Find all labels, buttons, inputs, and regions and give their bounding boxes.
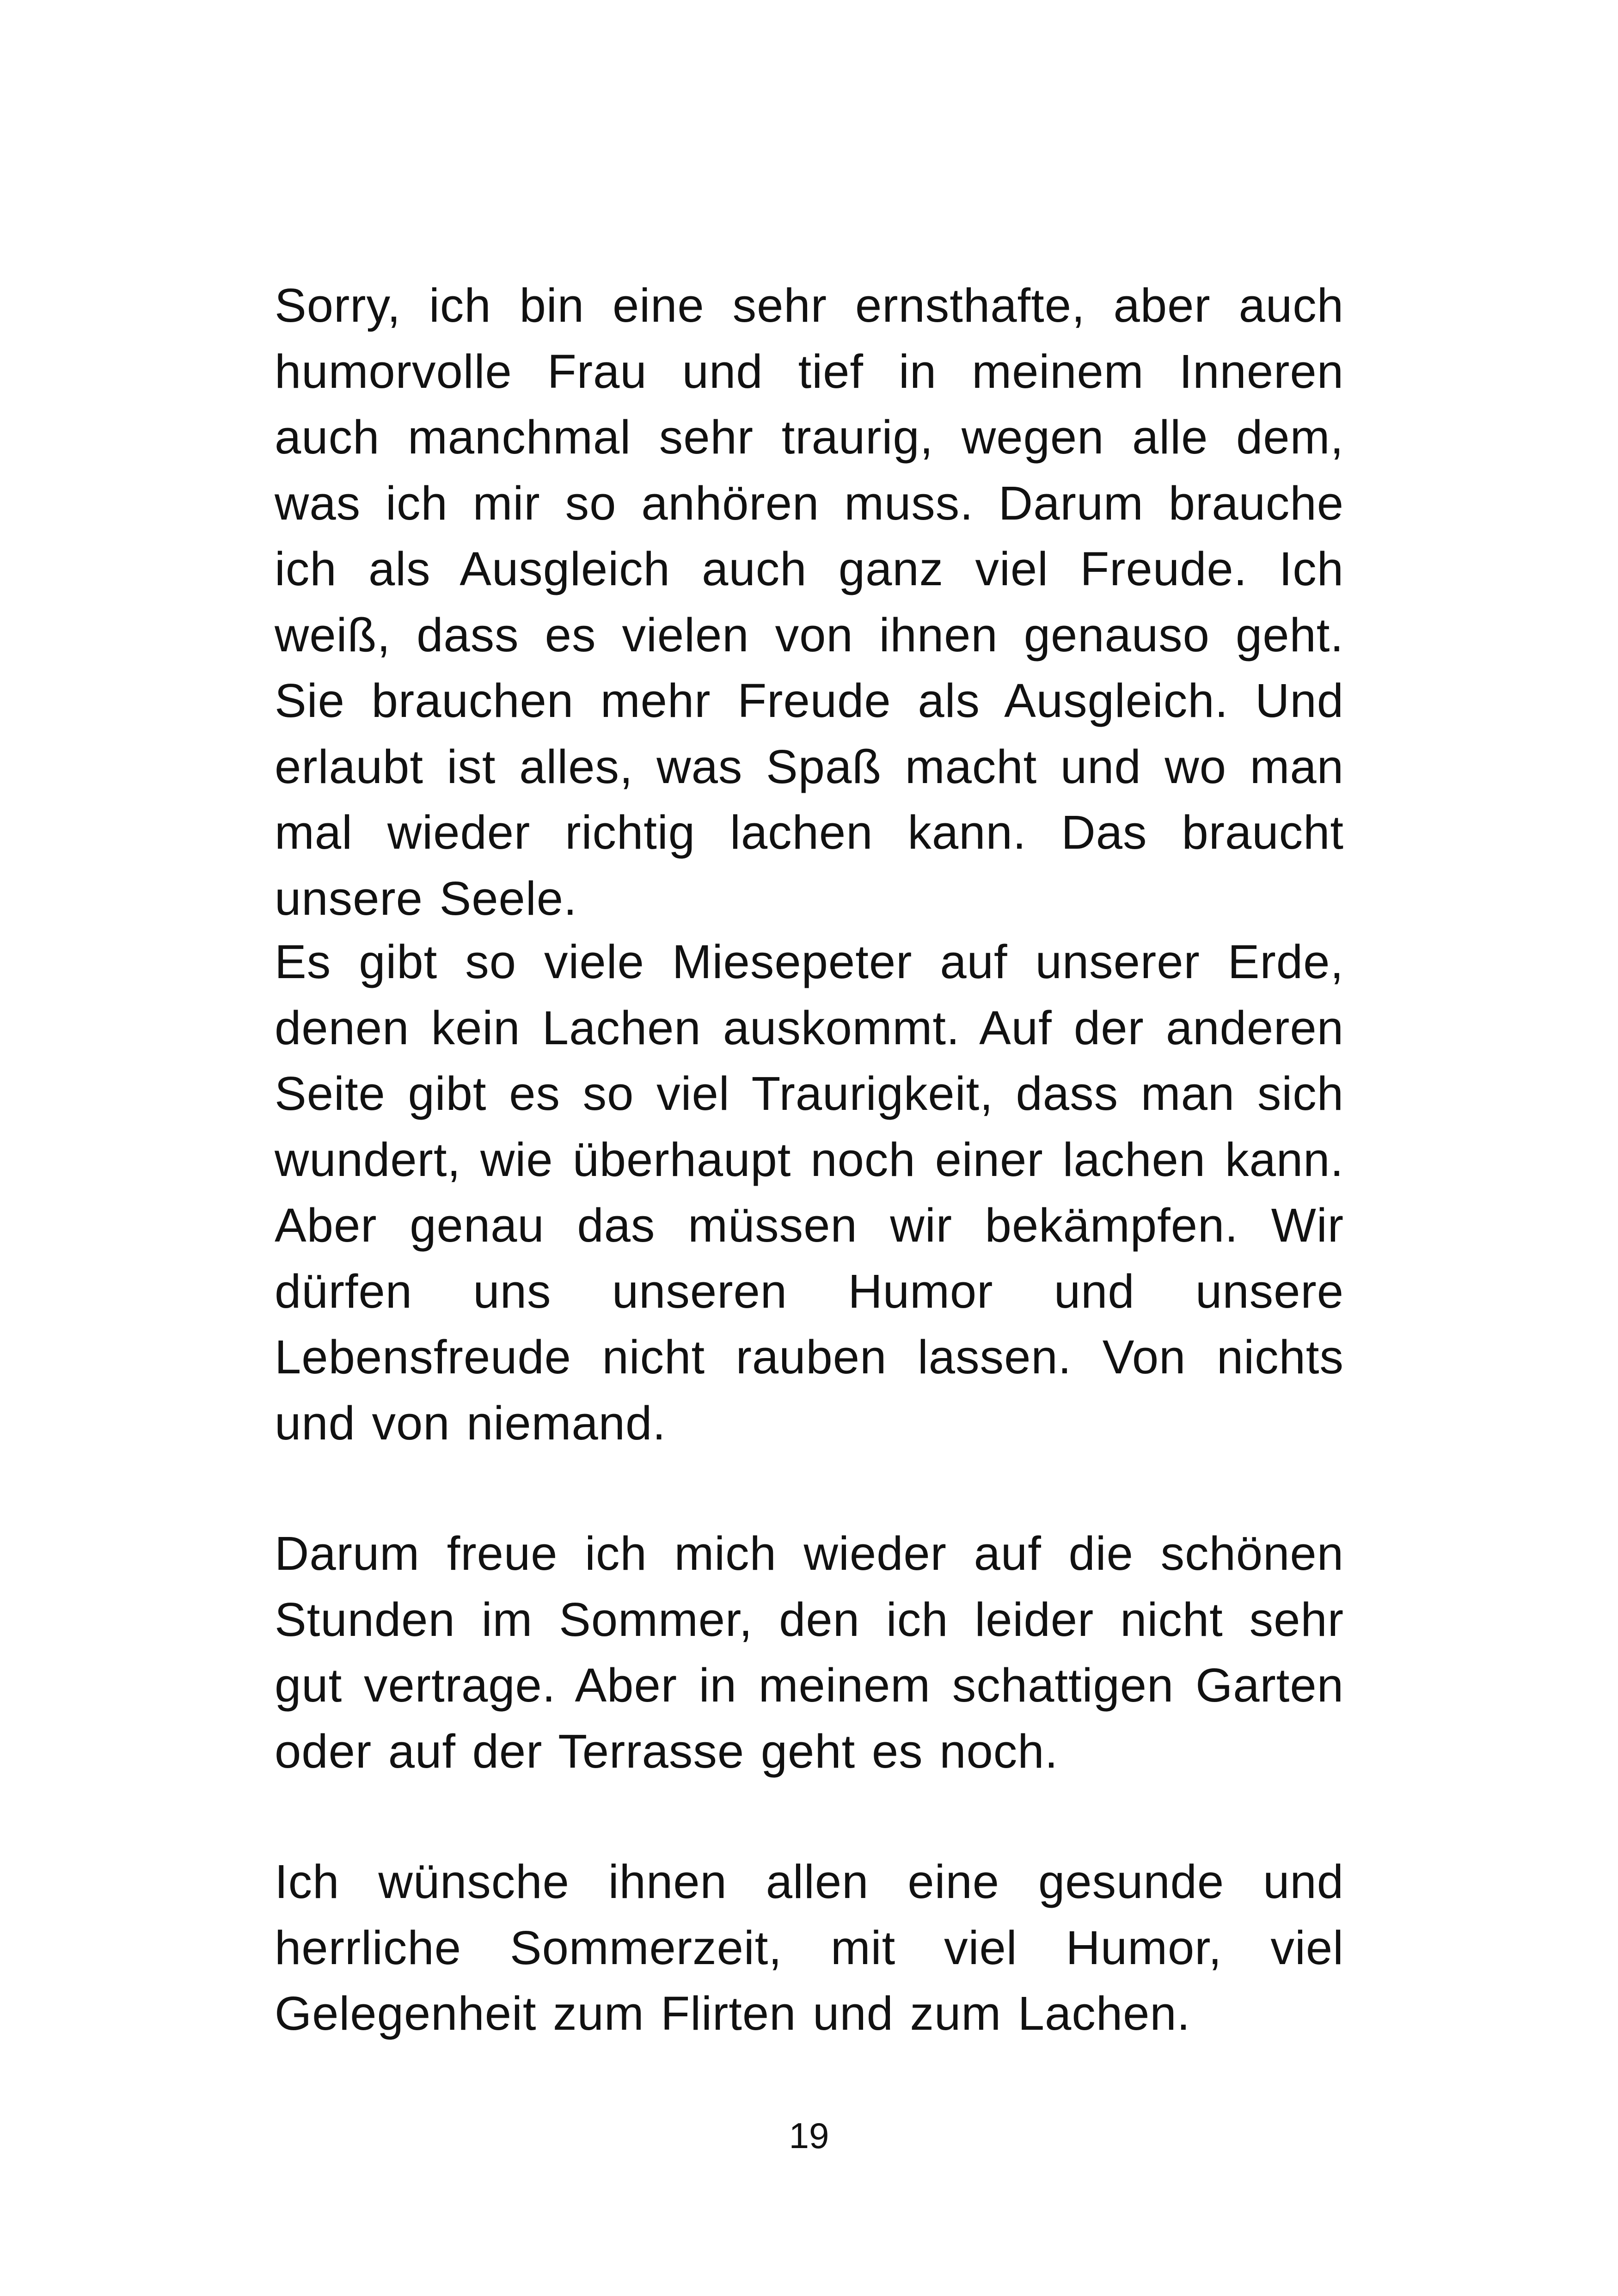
paragraph: Sorry, ich bin eine sehr ernsthafte, aber auch humorvolle Frau und tief in meinem Inneren auch manchmal sehr traurig, wegen alle dem, was ich mir so anhören muss. Darum brauche ich als Ausgleich auch ganz viel Freude. Ich weiß, dass es vielen von ihnen genauso geht. Sie brauchen mehr Freude als Ausgleich. Und erlaubt ist alles, was Spaß macht und wo man mal wieder richtig lachen kann. Das braucht unsere Seele. (275, 279, 1344, 925)
page-number: 19 (789, 2115, 829, 2156)
paragraph: Ich wünsche ihnen allen eine gesunde und herrliche Sommerzeit, mit viel Humor, viel Gelegenheit zum Flirten und zum Lachen. (275, 1855, 1344, 2040)
paragraph: Darum freue ich mich wieder auf die schönen Stunden im Sommer, den ich leider nicht sehr gut vertrage. Aber in meinem schattigen Garten oder auf der Terrasse geht es noch. (275, 1527, 1344, 1778)
paragraph: Es gibt so viele Miesepeter auf unserer Erde, denen kein Lachen auskommt. Auf der anderen Seite gibt es so viel Traurigkeit, dass man sich wundert, wie überhaupt noch einer lachen kann. Aber genau das müssen wir bekämpfen. Wir dürfen uns unseren Humor und unsere Lebensfreude nicht rauben lassen. Von nichts und von niemand. (275, 935, 1344, 1450)
